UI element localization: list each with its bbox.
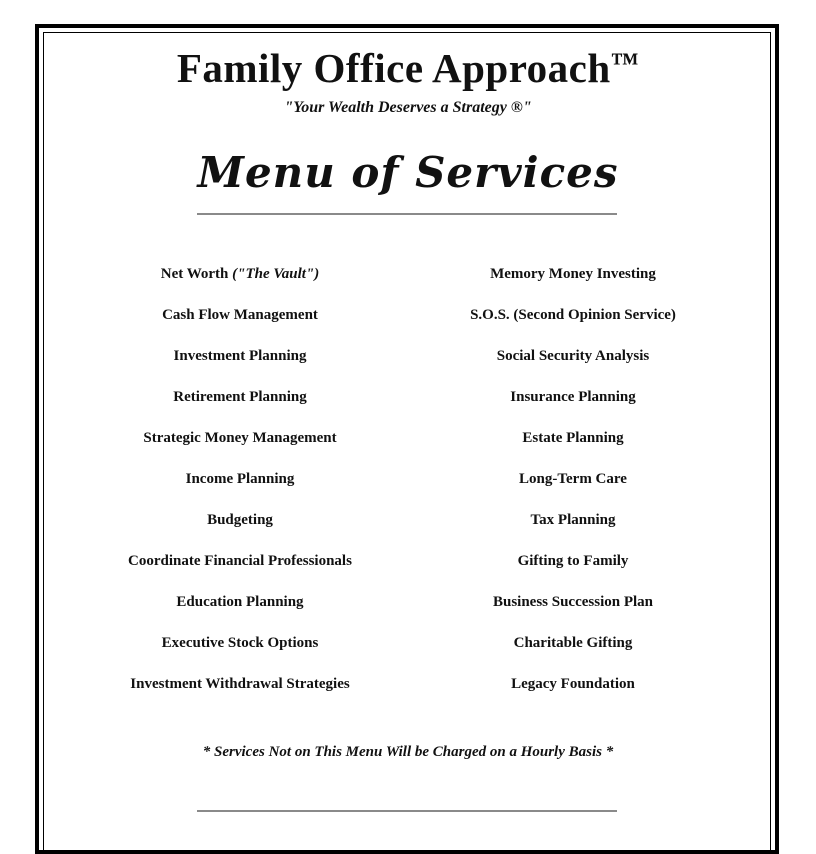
divider-top xyxy=(197,213,617,215)
service-item xyxy=(90,590,390,631)
service-item xyxy=(90,467,390,508)
divider-bottom xyxy=(197,810,617,812)
service-label: Social Security Analysis xyxy=(496,348,650,364)
service-item xyxy=(90,344,390,385)
title-text: Family Office Approach xyxy=(176,45,611,91)
service-label: Legacy Foundation xyxy=(511,676,635,692)
service-item xyxy=(423,672,723,713)
service-item xyxy=(423,303,723,344)
service-label: Strategic Money Management xyxy=(143,430,337,446)
service-item xyxy=(423,344,723,385)
service-label: Investment Withdrawal Strategies xyxy=(130,676,350,692)
footer-note: * Services Not on This Menu Will be Charged on a Hourly Basis * xyxy=(202,744,614,760)
service-label: Investment Planning xyxy=(173,348,307,364)
service-label: Executive Stock Options xyxy=(161,635,319,651)
service-label-italic: ("The Vault") xyxy=(232,266,320,282)
tagline: "Your Wealth Deserves a Strategy ®" xyxy=(284,99,532,116)
service-label: Retirement Planning xyxy=(173,389,307,405)
service-label: Income Planning xyxy=(185,471,295,487)
service-label: Tax Planning xyxy=(530,512,616,528)
service-item xyxy=(90,508,390,549)
menu-heading: Menu of Services xyxy=(197,148,619,197)
service-item xyxy=(90,549,390,590)
service-label: Insurance Planning xyxy=(510,389,636,405)
service-item xyxy=(423,385,723,426)
service-label: Memory Money Investing xyxy=(490,266,656,282)
service-label: Long-Term Care xyxy=(519,471,627,487)
service-item xyxy=(423,426,723,467)
service-item xyxy=(90,303,390,344)
service-item xyxy=(90,631,390,672)
service-item xyxy=(90,262,390,303)
service-item xyxy=(423,631,723,672)
service-label: Estate Planning xyxy=(522,430,624,446)
service-item xyxy=(90,385,390,426)
service-label: Gifting to Family xyxy=(517,553,629,569)
service-label: Charitable Gifting xyxy=(513,635,633,651)
service-label: Education Planning xyxy=(176,594,304,610)
service-label: Coordinate Financial Professionals xyxy=(128,553,352,569)
service-item xyxy=(90,672,390,713)
service-label: Budgeting xyxy=(207,512,273,528)
service-label: Net Worth xyxy=(160,266,233,282)
service-item xyxy=(423,508,723,549)
service-item xyxy=(423,467,723,508)
service-label: Business Succession Plan xyxy=(492,594,654,610)
service-item xyxy=(423,590,723,631)
service-label: Cash Flow Management xyxy=(162,307,318,323)
service-item xyxy=(423,549,723,590)
service-item xyxy=(90,426,390,467)
services-list-right xyxy=(423,262,723,713)
page-title xyxy=(0,44,816,92)
service-label: S.O.S. (Second Opinion Service) xyxy=(470,307,676,323)
services-list-left xyxy=(90,262,390,713)
trademark-symbol: ™ xyxy=(610,48,640,79)
service-item xyxy=(423,262,723,303)
